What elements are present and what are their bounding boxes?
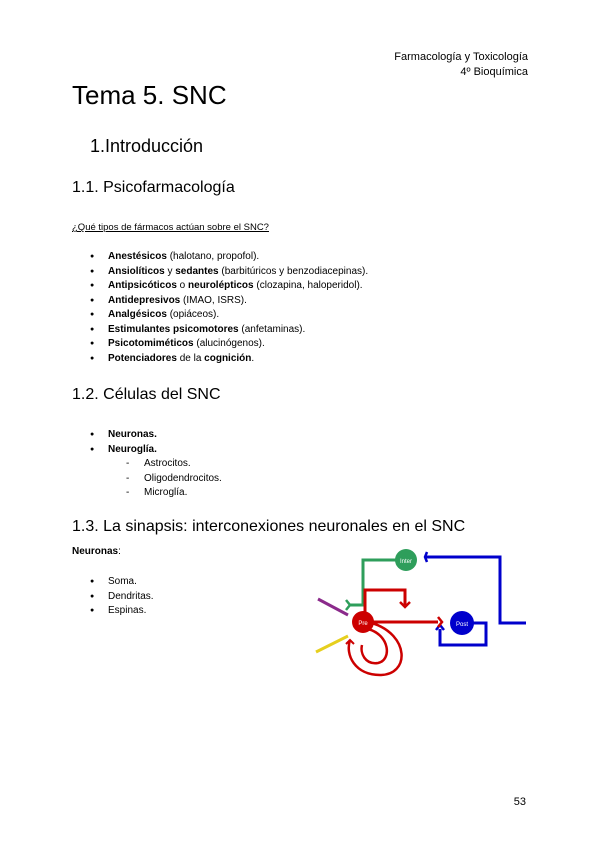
synapse-diagram xyxy=(310,545,530,685)
list-item: ● Dendritas. xyxy=(72,590,154,605)
inter-label: Inter xyxy=(399,559,413,565)
list-item: ● Analgésicos (opiáceos). xyxy=(72,308,368,323)
list-item: ● Neuronas. xyxy=(72,428,157,443)
list-item: ● Anestésicos (halotano, propofol). xyxy=(72,250,368,265)
subsection-heading-celulas: 1.2. Células del SNC xyxy=(72,386,221,403)
post-label: Post xyxy=(455,622,469,628)
page-title: Tema 5. SNC xyxy=(72,80,227,110)
list-item: ● Antidepresivos (IMAO, ISRS). xyxy=(72,294,368,309)
purple-input xyxy=(318,599,348,615)
neuronas-label: Neuronas: xyxy=(72,546,121,557)
glia-sublist xyxy=(72,457,222,501)
list-item: ● Neuroglía. xyxy=(72,443,157,458)
page-header xyxy=(394,50,528,80)
list-item: ● Antipsicóticos o neurolépticos (clozapina, haloperidol). xyxy=(72,279,368,294)
drug-list xyxy=(72,250,368,366)
header-course: Farmacología y Toxicología xyxy=(394,51,528,63)
page-number: 53 xyxy=(513,796,526,808)
list-item: ● Estimulantes psicomotores (anfetaminas). xyxy=(72,323,368,338)
list-item: ● Potenciadores de la cognición. xyxy=(72,352,368,367)
subsection-heading-sinapsis: 1.3. La sinapsis: interconexiones neuronales en el SNC xyxy=(72,518,466,535)
list-item: ● Psicotomiméticos (alucinógenos). xyxy=(72,337,368,352)
list-item: ● Ansiolíticos y sedantes (barbitúricos y benzodiacepinas). xyxy=(72,265,368,280)
pre-neuron xyxy=(346,590,442,675)
list-item: ● Espinas. xyxy=(72,604,154,619)
yellow-input xyxy=(316,636,348,652)
list-item: ● Soma. xyxy=(72,575,154,590)
subsection-heading-psicofarmacologia: 1.1. Psicofarmacología xyxy=(72,179,235,196)
post-neuron xyxy=(425,552,526,645)
pre-label: Pre xyxy=(358,621,368,627)
list-item: - Astrocitos. xyxy=(72,457,222,472)
neuron-parts-list xyxy=(72,575,154,619)
cell-list xyxy=(72,428,157,457)
section-heading-introduccion: 1.Introducción xyxy=(90,136,204,156)
header-degree: 4º Bioquímica xyxy=(460,66,528,78)
question-text: ¿Qué tipos de fármacos actúan sobre el SNC? xyxy=(72,222,269,233)
list-item: - Oligodendrocitos. xyxy=(72,472,222,487)
list-item: - Microglía. xyxy=(72,486,222,501)
